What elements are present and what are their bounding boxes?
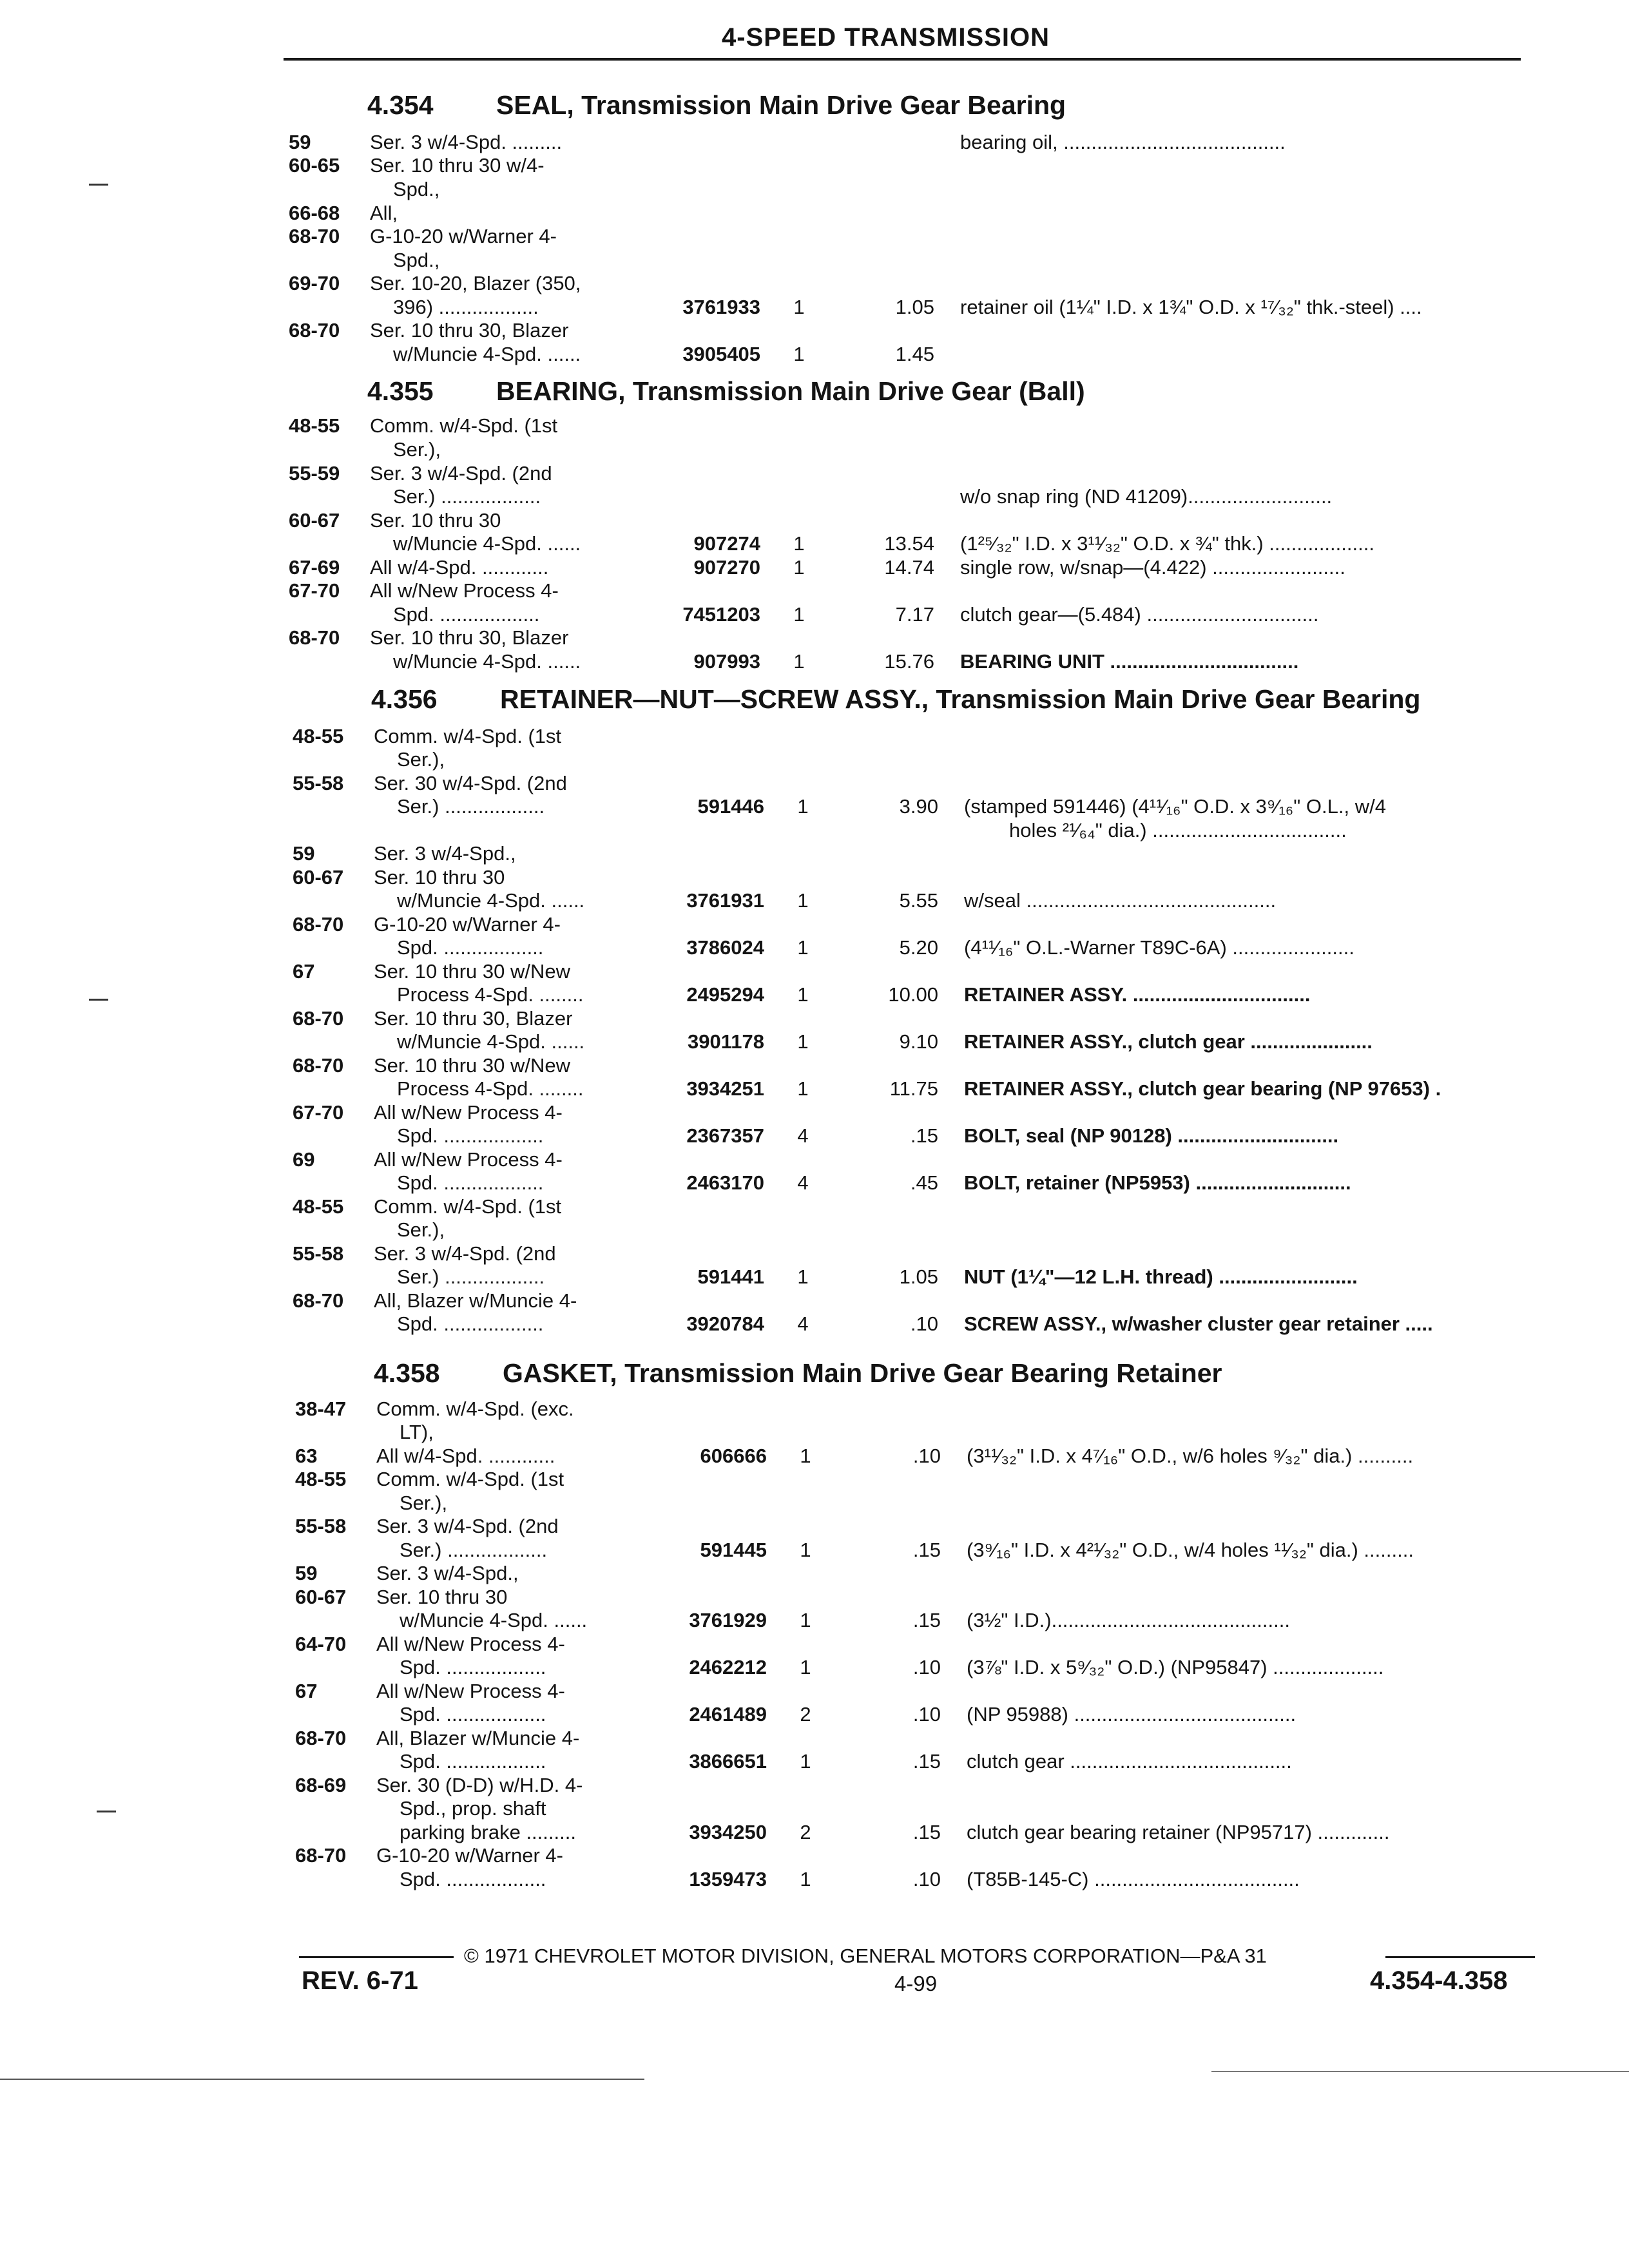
model-years: 68-70 bbox=[289, 626, 340, 649]
item-note: w/seal ............................................. bbox=[964, 889, 1277, 912]
part-number: 3761933 bbox=[682, 296, 760, 318]
item-note: (3½" I.D.)........................................... bbox=[967, 1609, 1290, 1631]
margin-mark bbox=[97, 1811, 116, 1812]
footer-copyright: © 1971 CHEVROLET MOTOR DIVISION, GENERAL MOTORS CORPORATION—P&A 31 bbox=[464, 1945, 1267, 1967]
description: Spd., bbox=[393, 249, 440, 271]
quantity: 1 bbox=[793, 556, 805, 579]
description: Ser. 10 thru 30, Blazer bbox=[370, 319, 569, 341]
model-years: 48-55 bbox=[295, 1468, 347, 1490]
quantity: 4 bbox=[797, 1171, 809, 1194]
page-header-title: 4-SPEED TRANSMISSION bbox=[722, 23, 1050, 52]
item-note: RETAINER ASSY., clutch gear bearing (NP 97653) . bbox=[964, 1077, 1441, 1100]
description: G-10-20 w/Warner 4- bbox=[374, 913, 561, 936]
description: Ser.) .................. bbox=[397, 795, 545, 818]
price: 15.76 bbox=[884, 650, 934, 673]
item-note: BOLT, seal (NP 90128) ............................. bbox=[964, 1124, 1339, 1147]
model-years: 68-70 bbox=[295, 1844, 347, 1867]
description: Ser.), bbox=[397, 1218, 445, 1241]
description: Ser. 3 w/4-Spd., bbox=[376, 1562, 519, 1584]
description: w/Muncie 4-Spd. ...... bbox=[397, 1030, 585, 1053]
description: All w/New Process 4- bbox=[374, 1101, 563, 1124]
quantity: 1 bbox=[800, 1750, 811, 1773]
part-number: 907270 bbox=[693, 556, 760, 579]
item-note: (1²⁵⁄₃₂" I.D. x 3¹¹⁄₃₂" O.D. x ¾" thk.) ................... bbox=[960, 532, 1374, 555]
part-number: 3866651 bbox=[689, 1750, 767, 1773]
quantity: 1 bbox=[797, 983, 809, 1006]
description: Comm. w/4-Spd. (1st bbox=[374, 1195, 562, 1218]
item-note: bearing oil, ........................................ bbox=[960, 131, 1286, 153]
model-years: 68-70 bbox=[295, 1727, 347, 1749]
model-years: 38-47 bbox=[295, 1398, 347, 1420]
margin-mark bbox=[89, 184, 108, 186]
description: Ser. 3 w/4-Spd. ......... bbox=[370, 131, 563, 153]
model-years: 69-70 bbox=[289, 272, 340, 294]
part-number: 2463170 bbox=[686, 1171, 764, 1194]
price: .10 bbox=[912, 1703, 941, 1725]
description: All w/New Process 4- bbox=[376, 1633, 565, 1655]
description: LT), bbox=[400, 1421, 434, 1443]
price: 7.17 bbox=[895, 603, 934, 626]
price: 5.20 bbox=[899, 936, 938, 959]
model-years: 68-70 bbox=[293, 913, 344, 936]
section-heading: SEAL, Transmission Main Drive Gear Bearing bbox=[496, 90, 1066, 120]
quantity: 1 bbox=[800, 1445, 811, 1467]
description: Ser. 3 w/4-Spd. (2nd bbox=[374, 1242, 556, 1265]
description: Ser. 3 w/4-Spd., bbox=[374, 842, 516, 865]
quantity: 1 bbox=[793, 343, 805, 365]
description: w/Muncie 4-Spd. ...... bbox=[400, 1609, 588, 1631]
description: All, Blazer w/Muncie 4- bbox=[374, 1289, 577, 1312]
item-note: (T85B-145-C) ..................................... bbox=[967, 1868, 1300, 1890]
description: All, bbox=[370, 202, 398, 224]
description: Ser.) .................. bbox=[397, 1265, 545, 1288]
model-years: 48-55 bbox=[289, 414, 340, 437]
item-note: (3⅞" I.D. x 5⁹⁄₃₂" O.D.) (NP95847) .................... bbox=[967, 1656, 1384, 1678]
item-note: clutch gear—(5.484) ............................... bbox=[960, 603, 1319, 626]
part-number: 2461489 bbox=[689, 1703, 767, 1725]
section-number: 4.354 bbox=[367, 90, 434, 120]
description: All, Blazer w/Muncie 4- bbox=[376, 1727, 580, 1749]
description: Ser. 10 thru 30 w/4- bbox=[370, 154, 545, 177]
margin-mark bbox=[89, 999, 108, 1001]
price: 1.05 bbox=[899, 1265, 938, 1288]
price: .10 bbox=[912, 1445, 941, 1467]
model-years: 68-70 bbox=[289, 319, 340, 341]
description: Comm. w/4-Spd. (1st bbox=[370, 414, 558, 437]
item-note: single row, w/snap—(4.422) ........................ bbox=[960, 556, 1345, 579]
part-number: 1359473 bbox=[689, 1868, 767, 1890]
description: Ser.) .................. bbox=[400, 1539, 548, 1561]
description: Ser. 10 thru 30 w/New bbox=[374, 1054, 570, 1077]
quantity: 1 bbox=[793, 296, 805, 318]
model-years: 60-67 bbox=[295, 1586, 347, 1608]
description: Ser. 10 thru 30 bbox=[374, 866, 505, 889]
price: 11.75 bbox=[889, 1077, 938, 1100]
quantity: 1 bbox=[800, 1609, 811, 1631]
price: .10 bbox=[912, 1868, 941, 1890]
quantity: 1 bbox=[797, 889, 809, 912]
item-note: (3⁹⁄₁₆" I.D. x 4²¹⁄₃₂" O.D., w/4 holes ¹¹⁄₃₂" dia.) ......... bbox=[967, 1539, 1414, 1561]
footer-rule-left bbox=[299, 1956, 454, 1958]
item-note: (4¹¹⁄₁₆" O.L.-Warner T89C-6A) ...................... bbox=[964, 936, 1354, 959]
part-number: 2495294 bbox=[686, 983, 764, 1006]
section-title bbox=[367, 376, 1085, 407]
model-years: 67-70 bbox=[293, 1101, 344, 1124]
price: .15 bbox=[912, 1821, 941, 1843]
model-years: 55-59 bbox=[289, 462, 340, 485]
quantity: 1 bbox=[800, 1656, 811, 1678]
description: All w/4-Spd. ............ bbox=[376, 1445, 555, 1467]
description: Ser. 10 thru 30 w/New bbox=[374, 960, 570, 983]
description: w/Muncie 4-Spd. ...... bbox=[393, 343, 581, 365]
description: Ser. 3 w/4-Spd. (2nd bbox=[376, 1515, 559, 1537]
model-years: 48-55 bbox=[293, 1195, 344, 1218]
item-note: retainer oil (1¼" I.D. x 1¾" O.D. x ¹⁷⁄₃₂" thk.-steel) .... bbox=[960, 296, 1422, 318]
item-note: holes ²¹⁄₆₄" dia.) ................................... bbox=[1009, 819, 1347, 841]
description: w/Muncie 4-Spd. ...... bbox=[393, 650, 581, 673]
model-years: 68-70 bbox=[289, 225, 340, 247]
description: w/Muncie 4-Spd. ...... bbox=[393, 532, 581, 555]
model-years: 55-58 bbox=[295, 1515, 347, 1537]
description: Spd. .................. bbox=[400, 1656, 546, 1678]
item-note: RETAINER ASSY. ................................ bbox=[964, 983, 1311, 1006]
section-title bbox=[374, 1358, 1222, 1389]
quantity: 1 bbox=[797, 1077, 809, 1100]
item-note: (3¹¹⁄₃₂" I.D. x 4⁷⁄₁₆" O.D., w/6 holes ⁹⁄₃₂" dia.) .......... bbox=[967, 1445, 1414, 1467]
quantity: 2 bbox=[800, 1821, 811, 1843]
part-number: 3901178 bbox=[688, 1030, 764, 1053]
description: Spd. .................. bbox=[400, 1868, 546, 1890]
description: Process 4-Spd. ........ bbox=[397, 1077, 584, 1100]
price: 5.55 bbox=[899, 889, 938, 912]
section-title bbox=[371, 684, 1420, 715]
price: .15 bbox=[912, 1750, 941, 1773]
quantity: 4 bbox=[797, 1124, 809, 1147]
section-number: 4.358 bbox=[374, 1358, 440, 1388]
model-years: 55-58 bbox=[293, 1242, 344, 1265]
part-number: 591445 bbox=[700, 1539, 767, 1561]
scan-edge-line bbox=[1211, 2071, 1629, 2072]
description: Ser.), bbox=[397, 748, 445, 771]
section-heading: GASKET, Transmission Main Drive Gear Bearing Retainer bbox=[503, 1358, 1222, 1388]
description: All w/4-Spd. ............ bbox=[370, 556, 549, 579]
part-number: 907274 bbox=[693, 532, 760, 555]
description: All w/New Process 4- bbox=[370, 579, 559, 602]
part-number: 2462212 bbox=[689, 1656, 767, 1678]
part-number: 3761929 bbox=[689, 1609, 767, 1631]
description: Process 4-Spd. ........ bbox=[397, 983, 584, 1006]
model-years: 55-58 bbox=[293, 772, 344, 794]
description: Ser. 30 (D-D) w/H.D. 4- bbox=[376, 1774, 583, 1796]
description: G-10-20 w/Warner 4- bbox=[370, 225, 557, 247]
section-number: 4.356 bbox=[371, 684, 438, 714]
quantity: 1 bbox=[800, 1868, 811, 1890]
item-note: BEARING UNIT .................................. bbox=[960, 650, 1299, 673]
part-number: 3905405 bbox=[682, 343, 760, 365]
description: All w/New Process 4- bbox=[376, 1680, 565, 1702]
part-number: 606666 bbox=[700, 1445, 767, 1467]
quantity: 1 bbox=[797, 795, 809, 818]
footer-rule-right bbox=[1385, 1956, 1535, 1958]
scan-edge-line bbox=[0, 2079, 644, 2080]
description: Ser.), bbox=[400, 1492, 448, 1514]
description: G-10-20 w/Warner 4- bbox=[376, 1844, 563, 1867]
quantity: 1 bbox=[793, 532, 805, 555]
description: Ser. 10 thru 30, Blazer bbox=[374, 1007, 573, 1030]
description: Spd. .................. bbox=[397, 1171, 544, 1194]
description: Ser.) .................. bbox=[393, 485, 541, 508]
description: All w/New Process 4- bbox=[374, 1148, 563, 1171]
model-years: 66-68 bbox=[289, 202, 340, 224]
item-note: BOLT, retainer (NP5953) ............................ bbox=[964, 1171, 1351, 1194]
quantity: 1 bbox=[793, 650, 805, 673]
description: Ser. 10-20, Blazer (350, bbox=[370, 272, 581, 294]
description: Ser. 10 thru 30 bbox=[376, 1586, 508, 1608]
price: .15 bbox=[912, 1609, 941, 1631]
model-years: 67-70 bbox=[289, 579, 340, 602]
model-years: 67-69 bbox=[289, 556, 340, 579]
model-years: 60-67 bbox=[289, 509, 340, 532]
price: 3.90 bbox=[899, 795, 938, 818]
quantity: 1 bbox=[797, 936, 809, 959]
part-number: 3934250 bbox=[689, 1821, 767, 1843]
price: .15 bbox=[912, 1539, 941, 1561]
model-years: 60-67 bbox=[293, 866, 344, 889]
section-heading: RETAINER—NUT—SCREW ASSY., Transmission Main Drive Gear Bearing bbox=[500, 684, 1421, 714]
item-note: (stamped 591446) (4¹¹⁄₁₆" O.D. x 3⁹⁄₁₆" O.L., w/4 bbox=[964, 795, 1386, 818]
model-years: 60-65 bbox=[289, 154, 340, 177]
quantity: 1 bbox=[800, 1539, 811, 1561]
footer-page-number: 4-99 bbox=[894, 1972, 938, 1995]
description: Spd. .................. bbox=[400, 1750, 546, 1773]
description: Spd. .................. bbox=[397, 1124, 544, 1147]
header-rule bbox=[284, 58, 1521, 61]
price: 1.45 bbox=[895, 343, 934, 365]
quantity: 1 bbox=[793, 603, 805, 626]
description: parking brake ......... bbox=[400, 1821, 576, 1843]
price: 1.05 bbox=[895, 296, 934, 318]
description: Spd. .................. bbox=[393, 603, 540, 626]
part-number: 2367357 bbox=[686, 1124, 764, 1147]
description: Ser.), bbox=[393, 438, 441, 461]
model-years: 67 bbox=[293, 960, 315, 983]
price: .45 bbox=[910, 1171, 938, 1194]
description: w/Muncie 4-Spd. ...... bbox=[397, 889, 585, 912]
model-years: 59 bbox=[295, 1562, 318, 1584]
item-note: (NP 95988) ........................................ bbox=[967, 1703, 1296, 1725]
description: Spd. .................. bbox=[397, 1312, 544, 1335]
part-number: 591441 bbox=[697, 1265, 764, 1288]
part-number: 3761931 bbox=[686, 889, 764, 912]
item-note: RETAINER ASSY., clutch gear ...................... bbox=[964, 1030, 1373, 1053]
quantity: 1 bbox=[797, 1030, 809, 1053]
model-years: 68-70 bbox=[293, 1289, 344, 1312]
quantity: 4 bbox=[797, 1312, 809, 1335]
model-years: 69 bbox=[293, 1148, 315, 1171]
description: Ser. 10 thru 30 bbox=[370, 509, 501, 532]
description: Comm. w/4-Spd. (exc. bbox=[376, 1398, 574, 1420]
section-number: 4.355 bbox=[367, 376, 434, 406]
model-years: 68-70 bbox=[293, 1007, 344, 1030]
description: Ser. 10 thru 30, Blazer bbox=[370, 626, 569, 649]
price: .15 bbox=[910, 1124, 938, 1147]
price: 14.74 bbox=[884, 556, 934, 579]
section-heading: BEARING, Transmission Main Drive Gear (Ball) bbox=[496, 376, 1085, 406]
description: Comm. w/4-Spd. (1st bbox=[374, 725, 562, 747]
part-number: 591446 bbox=[697, 795, 764, 818]
description: Comm. w/4-Spd. (1st bbox=[376, 1468, 564, 1490]
footer-revision: REV. 6-71 bbox=[302, 1966, 418, 1995]
part-number: 7451203 bbox=[682, 603, 760, 626]
price: .10 bbox=[912, 1656, 941, 1678]
price: 9.10 bbox=[899, 1030, 938, 1053]
model-years: 59 bbox=[289, 131, 311, 153]
quantity: 2 bbox=[800, 1703, 811, 1725]
part-number: 3920784 bbox=[686, 1312, 764, 1335]
price: 13.54 bbox=[884, 532, 934, 555]
description: Spd., prop. shaft bbox=[400, 1797, 546, 1820]
model-years: 59 bbox=[293, 842, 315, 865]
section-title bbox=[367, 90, 1066, 120]
model-years: 63 bbox=[295, 1445, 318, 1467]
part-number: 907993 bbox=[693, 650, 760, 673]
model-years: 68-70 bbox=[293, 1054, 344, 1077]
model-years: 68-69 bbox=[295, 1774, 347, 1796]
description: Spd., bbox=[393, 178, 440, 200]
item-note: NUT (1¼"—12 L.H. thread) ......................... bbox=[964, 1265, 1358, 1288]
model-years: 48-55 bbox=[293, 725, 344, 747]
description: Ser. 3 w/4-Spd. (2nd bbox=[370, 462, 552, 485]
quantity: 1 bbox=[797, 1265, 809, 1288]
part-number: 3786024 bbox=[686, 936, 764, 959]
description: Spd. .................. bbox=[400, 1703, 546, 1725]
part-number: 3934251 bbox=[686, 1077, 764, 1100]
item-note: clutch gear bearing retainer (NP95717) ............. bbox=[967, 1821, 1390, 1843]
description: 396) .................. bbox=[393, 296, 539, 318]
description: Ser. 30 w/4-Spd. (2nd bbox=[374, 772, 567, 794]
price: .10 bbox=[910, 1312, 938, 1335]
price: 10.00 bbox=[888, 983, 938, 1006]
item-note: w/o snap ring (ND 41209).......................... bbox=[960, 485, 1333, 508]
model-years: 64-70 bbox=[295, 1633, 347, 1655]
description: Spd. .................. bbox=[397, 936, 544, 959]
model-years: 67 bbox=[295, 1680, 318, 1702]
footer-section-range: 4.354-4.358 bbox=[1370, 1966, 1508, 1995]
item-note: clutch gear ........................................ bbox=[967, 1750, 1292, 1773]
item-note: SCREW ASSY., w/washer cluster gear retainer ..... bbox=[964, 1312, 1433, 1335]
